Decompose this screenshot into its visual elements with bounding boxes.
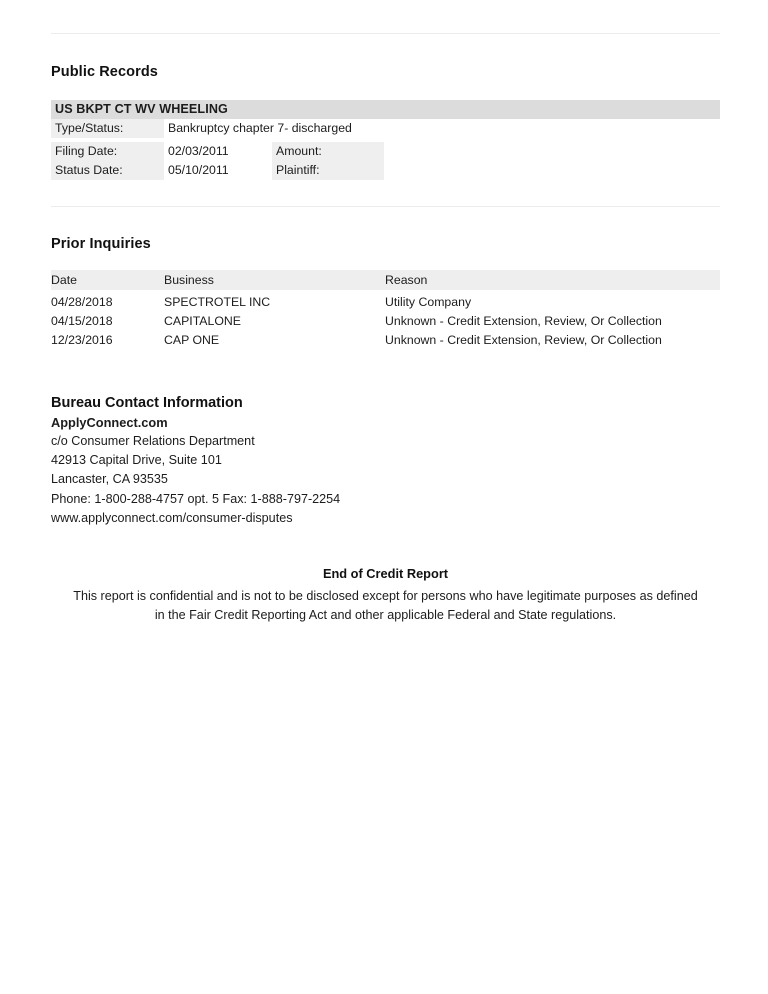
table-row [51,312,720,331]
bureau-contact-heading: Bureau Contact Information [51,395,243,411]
disclaimer-line-1: This report is confidential and is not to be disclosed except for persons who have legitimate purposes as defined [73,588,698,603]
status-date-value: 05/10/2011 [164,161,272,180]
bureau-phone-fax: Phone: 1-800-288-4757 opt. 5 Fax: 1-888-797-2254 [51,491,341,506]
inquiry-reason: Utility Company [385,295,472,309]
type-status-value: Bankruptcy chapter 7- discharged [164,119,720,138]
filing-date-label: Filing Date: [51,142,164,161]
table-row [51,142,720,161]
type-status-label: Type/Status: [51,119,164,138]
table-row [51,290,720,312]
prior-inquiries-table [51,270,720,350]
report-content [51,0,720,626]
page-title-public-records: Public Records [51,64,158,80]
table-row [51,331,720,350]
inquiry-date: 12/23/2016 [51,333,113,347]
column-header-business: Business [164,270,385,290]
bureau-attn-line: c/o Consumer Relations Department [51,434,255,448]
public-record-court-name: US BKPT CT WV WHEELING [51,100,720,119]
bureau-city-state-zip: Lancaster, CA 93535 [51,472,168,487]
public-record-title-row [51,100,720,119]
inquiry-business: SPECTROTEL INC [164,295,271,309]
plaintiff-label: Plaintiff: [272,161,384,180]
disclaimer-line-2: in the Fair Credit Reporting Act and other applicable Federal and State regulations. [154,608,617,623]
page-title-prior-inquiries: Prior Inquiries [51,236,151,252]
inquiry-date: 04/15/2018 [51,314,113,328]
inquiry-reason: Unknown - Credit Extension, Review, Or Collection [385,333,662,347]
amount-label: Amount: [272,142,384,161]
filing-date-value: 02/03/2011 [164,142,272,161]
bureau-street-line: 42913 Capital Drive, Suite 101 [51,453,222,468]
bureau-contact-block [51,393,720,528]
inquiry-business: CAP ONE [164,333,220,347]
inquiry-business: CAPITALONE [164,314,241,328]
public-records-table [51,100,720,180]
bureau-website-link[interactable]: www.applyconnect.com/consumer-disputes [51,510,293,525]
amount-value [384,142,720,161]
table-row [51,119,720,138]
table-row [51,161,720,180]
type-status-label-cell [51,119,164,138]
plaintiff-value [384,161,720,180]
inquiry-reason: Unknown - Credit Extension, Review, Or Collection [385,314,662,328]
inquiry-date: 04/28/2018 [51,295,113,309]
end-of-report-title: End of Credit Report [322,566,449,582]
column-header-date: Date [51,270,164,290]
column-header-reason: Reason [385,270,720,290]
report-footer [51,564,720,626]
status-date-label: Status Date: [51,161,164,180]
bureau-brand-name: ApplyConnect.com [51,415,168,430]
table-header-row [51,270,720,290]
